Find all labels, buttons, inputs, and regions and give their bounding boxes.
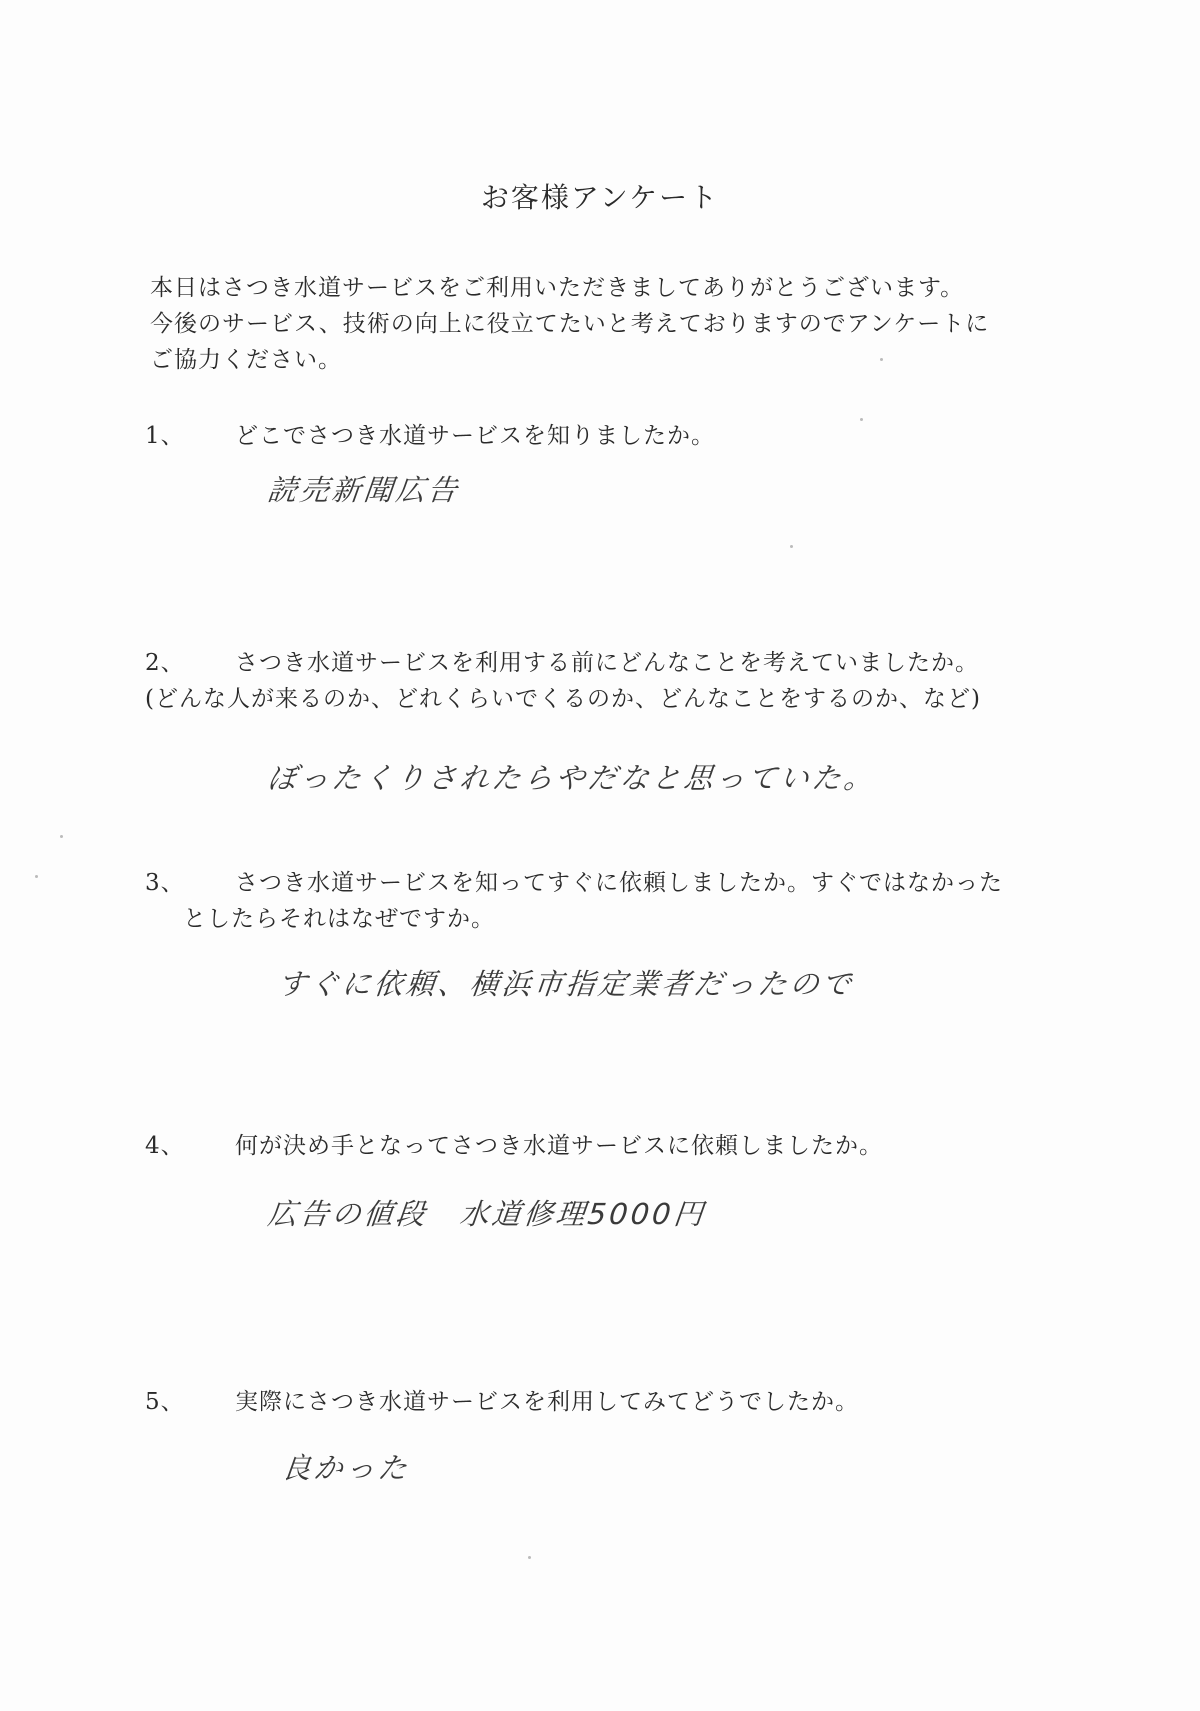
question-text: 何が決め手となってさつき水道サービスに依頼しましたか。 xyxy=(235,1133,883,1159)
question-2 xyxy=(145,645,981,717)
scan-speck xyxy=(60,835,63,838)
answer-1-handwritten: 読売新聞広告 xyxy=(266,473,462,507)
question-5 xyxy=(145,1384,859,1420)
intro-line: 今後のサービス、技術の向上に役立てたいと考えておりますのでアンケートに xyxy=(150,311,990,337)
intro-line: 本日はさつき水道サービスをご利用いただきましてありがとうございます。 xyxy=(150,275,965,301)
answer-2-handwritten: ぼったくりされたらやだなと思っていた。 xyxy=(266,761,878,795)
scan-speck xyxy=(880,358,883,361)
question-subtext: (どんな人が来るのか、どれくらいでくるのか、どんなことをするのか、など) xyxy=(145,686,981,712)
question-number: 2、 xyxy=(145,650,185,676)
answer-5-handwritten: 良かった xyxy=(280,1451,412,1485)
question-text: さつき水道サービスを知ってすぐに依頼しましたか。すぐではなかった xyxy=(235,870,1003,896)
scan-speck xyxy=(35,875,38,878)
question-subtext: としたらそれはなぜですか。 xyxy=(183,906,495,932)
answer-4-handwritten: 広告の値段 水道修理5000円 xyxy=(266,1197,708,1231)
page-title: お客様アンケート xyxy=(480,181,720,214)
question-1 xyxy=(145,418,715,454)
question-number: 4、 xyxy=(145,1133,185,1159)
question-text: 実際にさつき水道サービスを利用してみてどうでしたか。 xyxy=(235,1389,859,1415)
question-number: 1、 xyxy=(145,423,185,449)
intro-paragraph xyxy=(150,270,1070,378)
scan-speck xyxy=(528,1556,531,1559)
question-number: 5、 xyxy=(145,1389,185,1415)
question-number: 3、 xyxy=(145,870,185,896)
question-text: さつき水道サービスを利用する前にどんなことを考えていましたか。 xyxy=(235,650,979,676)
question-4 xyxy=(145,1128,883,1164)
question-text: どこでさつき水道サービスを知りましたか。 xyxy=(235,423,715,449)
answer-3-handwritten: すぐに依頼、横浜市指定業者だったので xyxy=(276,967,856,1001)
scan-speck xyxy=(860,418,863,421)
intro-line: ご協力ください。 xyxy=(150,347,342,373)
scan-speck xyxy=(790,545,793,548)
question-3 xyxy=(145,865,1003,937)
